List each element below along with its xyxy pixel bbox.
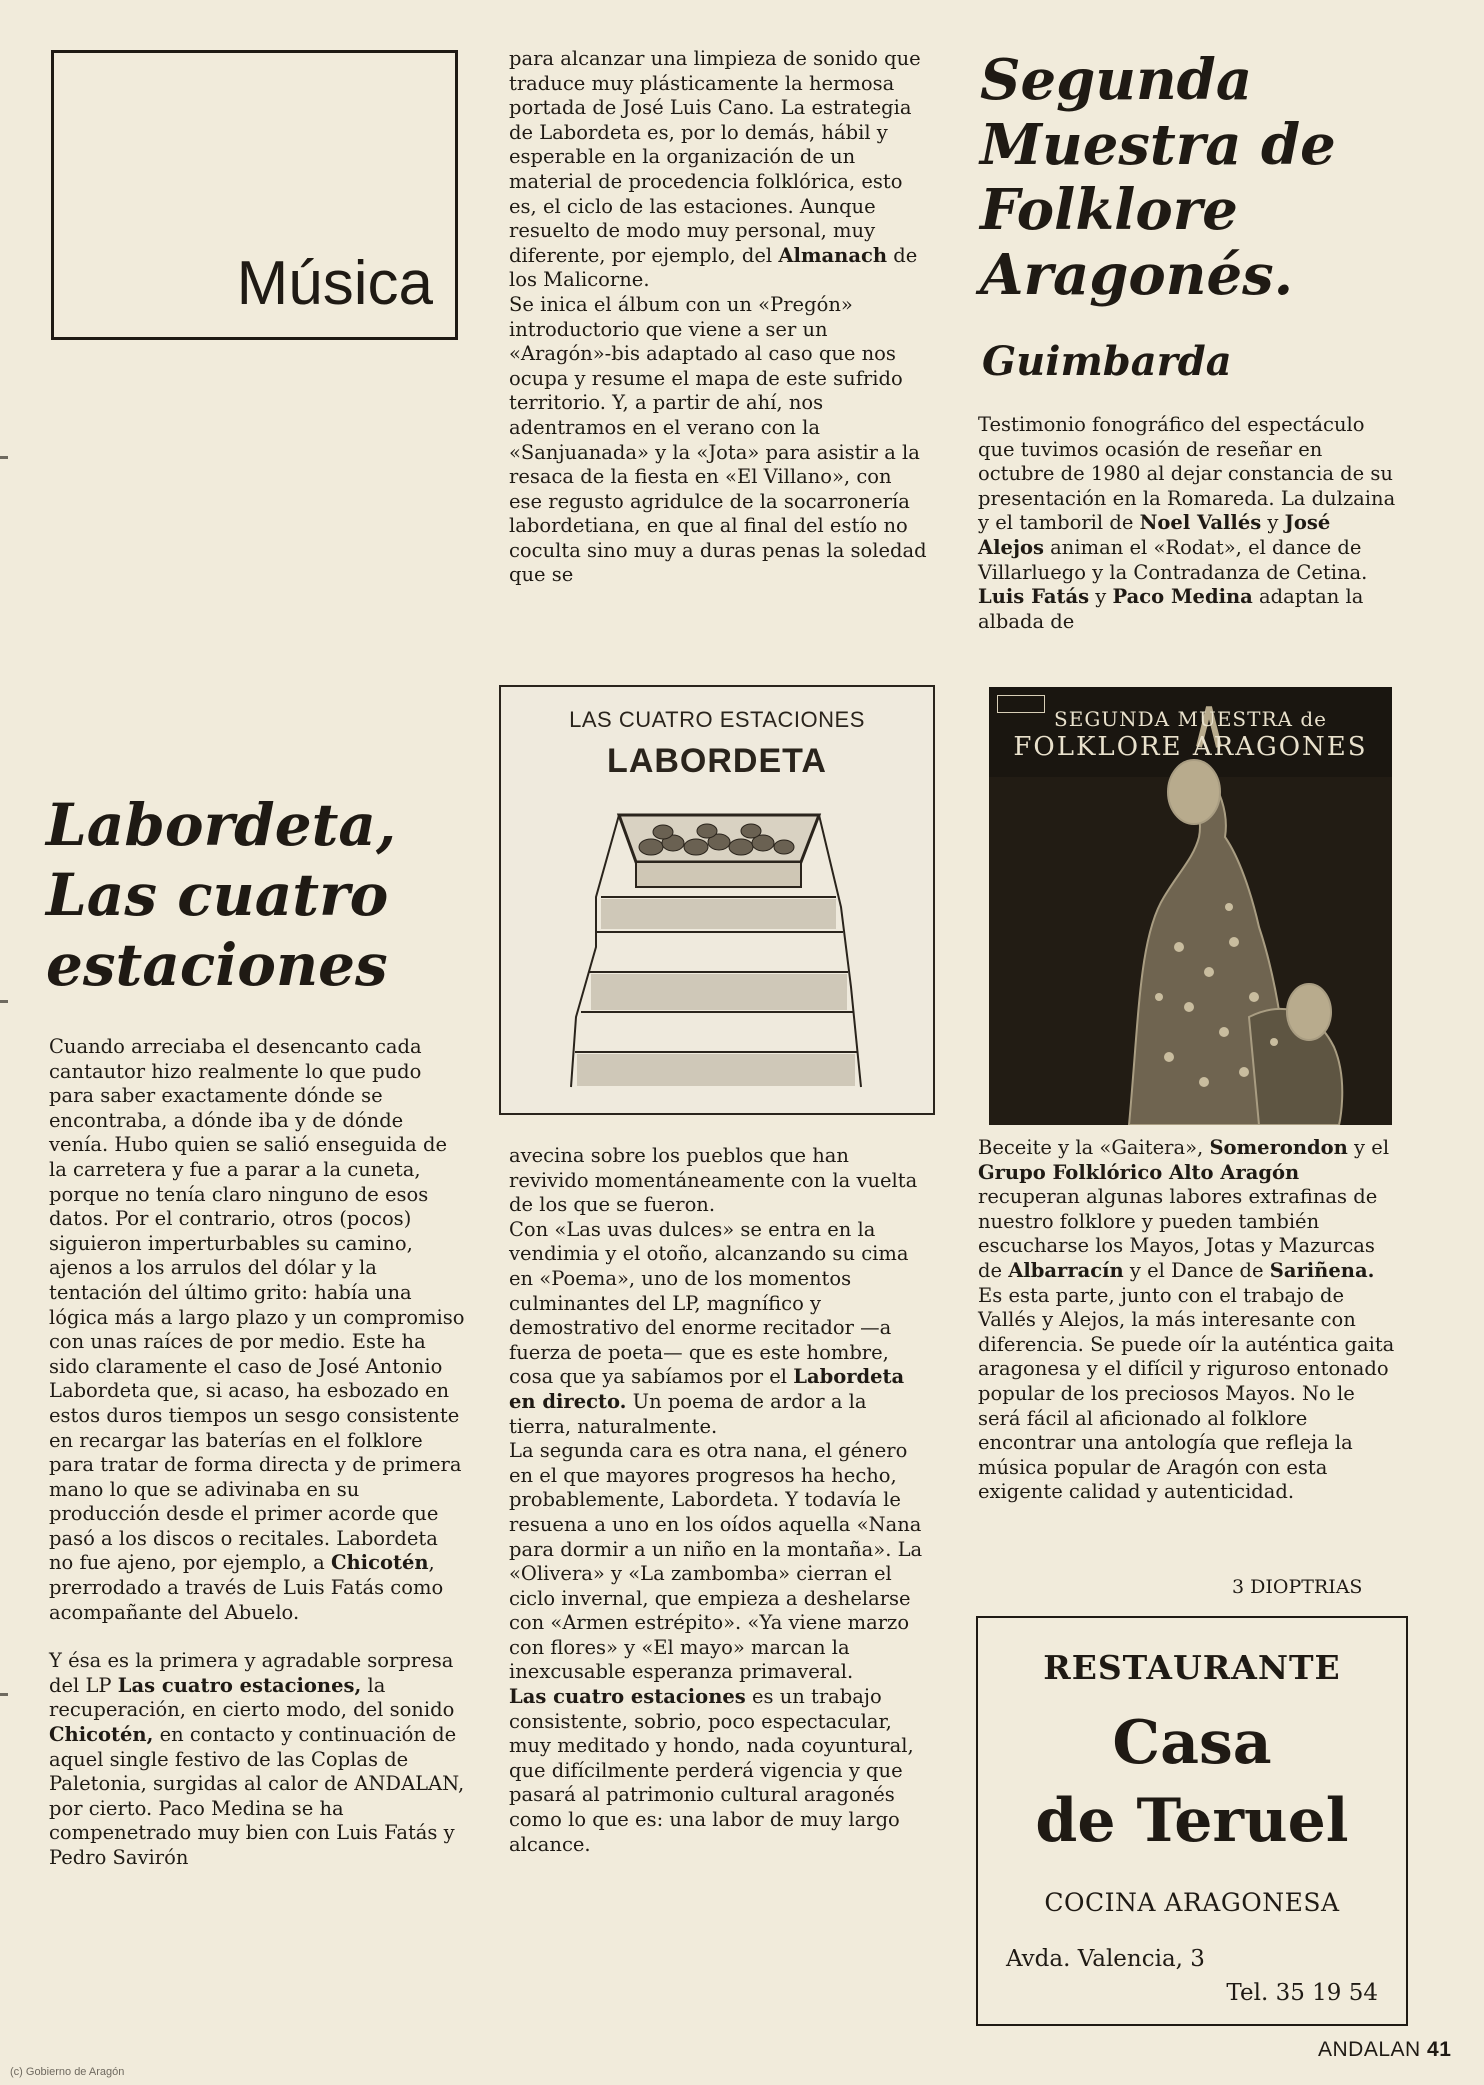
paragraph: Se inica el álbum con un «Pregón» introductorio que viene a ser un «Aragón»-bis adaptado al caso que nos ocupa y resume el mapa de este sufrido territorio. Y, a partir de ahí, nos adentramos en el verano con la «Sanjuanada» y la «Jota» para asistir a la resaca de la fiesta en «El Villano», con ese regusto agridulce de la socarronería labordetiana, en que al final del estío no coculta sino muy a duras penas la soledad que se	[509, 292, 927, 587]
paragraph: Las cuatro estaciones es un trabajo consistente, sobrio, poco espectacular, muy meditado y hondo, nada coyuntural, que difícilmente perderá vigencia y que pasará al patrimonio cultural aragonés como lo que es: una labor de muy largo alcance.	[509, 1685, 914, 1856]
paragraph: Beceite y la «Gaitera», Somerondon y el Grupo Folklórico Alto Aragón recuperan algunas labores extrafinas de nuestro folklore y pueden también escucharse los Mayos, Jotas y Mazurcas de Albarracín y el Dance de Sariñena. Es esta parte, junto con el trabajo de Vallés y Alejos, la más interesante con diferencia. Se puede oír la auténtica gaita aragonesa y el difícil y riguroso entonado popular de los preciosos Mayos. No le será fácil al aficionado al folklore encontrar una antología que refleja la música popular de Aragón con esta exigente calidad y autenticidad.	[978, 1136, 1395, 1504]
paragraph: La segunda cara es otra nana, el género en el que mayores progresos ha hecho, probablemente, Labordeta. Y todavía le resuena a uno en los oídos aquella «Nana para dormir a un niño en la montaña». La «Olivera» y «La zambomba» cierran el ciclo invernal, que empieza a deshelarse con «Armen estrépito». «Ya viene marzo con flores» y «El mayo» marcan la inexcusable esperanza primaveral.	[509, 1439, 923, 1684]
article-column-3-bottom	[978, 1136, 1398, 1505]
ad-line-teruel: de Teruel	[1035, 1786, 1349, 1856]
ad-line-cocina: COCINA ARAGONESA	[1044, 1888, 1340, 1917]
article-signature: 3 DIOPTRIAS	[1232, 1576, 1363, 1598]
album-cover-line-2: FOLKLORE ARAGONES	[1013, 732, 1368, 762]
article-column-3-top	[978, 413, 1398, 634]
article-column-1	[49, 1035, 467, 1871]
article-headline: Segunda Muestra de Folklore Aragonés.	[980, 47, 1336, 308]
ad-phone: Tel. 35 19 54	[1226, 1980, 1378, 2006]
scan-mark	[0, 1000, 8, 1003]
article-headline: Labordeta, Las cuatro estaciones	[46, 791, 397, 999]
paragraph: para alcanzar una limpieza de sonido que traduce muy plásticamente la hermosa portada de José Luis Cano. La estrategia de Labordeta es, por lo demás, hábil y esperable en la organización de un material de procedencia folklórica, esto es, el ciclo de las estaciones. Aunque resuelto de modo muy personal, muy diferente, por ejemplo, del Almanach de los Malicorne.	[509, 47, 921, 292]
scan-mark	[0, 1693, 8, 1696]
ad-line-restaurante: RESTAURANTE	[1043, 1648, 1341, 1687]
album-cover-line-1: SEGUNDA MUESTRA de	[1054, 707, 1327, 731]
page-number: 41	[1427, 2038, 1452, 2061]
page-footer	[1318, 2038, 1451, 2062]
album-cover-folklore	[989, 687, 1392, 1125]
article-column-2-bottom	[509, 1144, 927, 1857]
paragraph: Testimonio fonográfico del espectáculo que tuvimos ocasión de reseñar en octubre de 1980 al dejar constancia de su presentación en la Romareda. La dulzaina y el tamboril de Noel Vallés y José Alejos animan el «Rodat», el dance de Villarluego y la Contradanza de Cetina. Luis Fatás y Paco Medina adaptan la albada de	[978, 413, 1396, 633]
paragraph: avecina sobre los pueblos que han revivido momentáneamente con la vuelta de los que se fueron.	[509, 1144, 918, 1217]
article-subhead: Guimbarda	[982, 338, 1232, 385]
album-cover-laborde	[499, 685, 935, 1115]
section-box	[51, 50, 458, 340]
restaurant-ad	[976, 1616, 1408, 2026]
article-column-2-top	[509, 47, 927, 588]
copyright-notice: (c) Gobierno de Aragón	[10, 2066, 125, 2078]
ad-address: Avda. Valencia, 3	[1006, 1946, 1205, 1972]
paragraph: Con «Las uvas dulces» se entra en la vendimia y el otoño, alcanzando su cima en «Poema», uno de los momentos culminantes del LP, magnífico y demostrativo del enorme recitador —a fuerza de poeta— que es este hombre, cosa que ya sabíamos por el Labordeta en directo. Un poema de ardor a la tierra, naturalmente.	[509, 1217, 909, 1438]
ad-line-casa: Casa	[1112, 1708, 1272, 1778]
paragraph: Cuando arreciaba el desencanto cada cantautor hizo realmente lo que pudo para saber exactamente dónde se encontraba, a dónde iba y de dónde venía. Hubo quien se salió enseguida de la carretera y fue a parar a la cuneta, porque no tenía claro ninguno de esos datos. Por el contrario, otros (pocos) siguieron imperturbables su camino, ajenos a los arrulos del dólar y la tentación del último grito: había una lógica más a largo plazo y un compromiso con unas raíces de por medio. Este ha sido claramente el caso de José Antonio Labordeta que, si acaso, ha esbozado en estos duros tiempos un sesgo consistente en recargar las baterías en el folklore para tratar de forma directa y de primera mano lo que se adivinaba en su producción desde el primer acorde que pasó a los discos o recitales. Labordeta no fue ajeno, por ejemplo, a Chicotén, prerrodado a través de Luis Fatás como acompañante del Abuelo.	[49, 1035, 465, 1624]
scan-mark	[0, 456, 8, 459]
paragraph: Y ésa es la primera y agradable sorpresa del LP Las cuatro estaciones, la recuperación, en cierto modo, del sonido Chicotén, en contacto y continuación de aquel single festivo de las Coplas de Paletonia, surgidas al calor de ANDALAN, por cierto. Paco Medina se ha compenetrado muy bien con Luis Fatás y Pedro Savirón	[49, 1649, 465, 1869]
album-cover-top-line: LAS CUATRO ESTACIONES	[569, 707, 865, 732]
section-label: Música	[236, 249, 433, 318]
album-cover-artist: LABORDETA	[607, 742, 827, 780]
magazine-name: ANDALAN	[1318, 2038, 1421, 2061]
